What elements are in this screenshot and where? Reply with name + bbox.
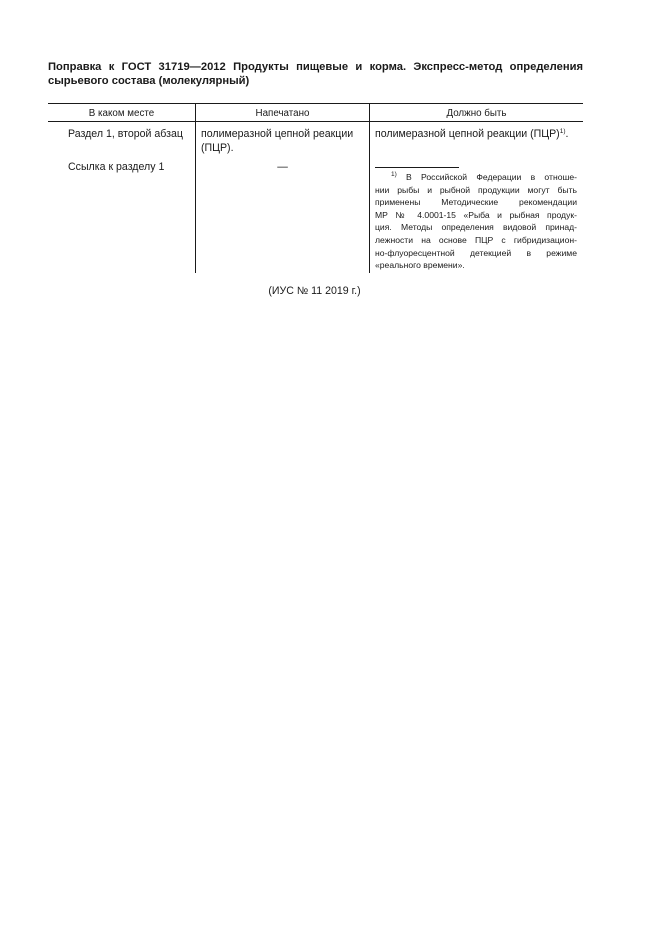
footnote-marker: 1) xyxy=(391,171,397,178)
column-divider-2 xyxy=(369,103,370,273)
page-title: Поправка к ГОСТ 31719—2012 Продукты пищевые и корма. Экспресс-метод определения сырьевого состава (молекулярный) xyxy=(48,61,583,87)
column-header-printed: Напечатано xyxy=(255,108,310,119)
table-header-rule xyxy=(48,121,583,122)
row-1-should-be-text: полимеразной цепной реакции (ПЦР) xyxy=(375,128,560,140)
issue-note: (ИУС № 11 2019 г.) xyxy=(268,285,361,297)
footnote xyxy=(375,171,577,272)
footnote-line: «реального времени». xyxy=(375,260,465,271)
footnote-reference: 1) xyxy=(559,128,566,135)
table-top-rule xyxy=(48,103,583,104)
column-header-where: В каком месте xyxy=(88,108,155,119)
row-1-printed xyxy=(201,127,367,155)
footnote-separator xyxy=(375,167,459,168)
row-1-where: Раздел 1, второй абзац xyxy=(68,128,183,140)
row-1-printed-line-1: полимеразной цепной реакции xyxy=(201,128,354,140)
footnote-line: нии рыбы и рыбной продукции могут быть xyxy=(375,184,577,195)
correction-table xyxy=(48,103,583,273)
row-1-printed-line-2: (ПЦР). xyxy=(201,142,234,154)
footnote-line: МР № 4.0001-15 «Рыба и рыбная продук- xyxy=(375,209,577,220)
row-2-printed: — xyxy=(277,161,288,173)
column-divider-1 xyxy=(195,103,196,273)
row-2-where: Ссылка к разделу 1 xyxy=(68,161,165,173)
column-header-should-be: Должно быть xyxy=(446,108,507,119)
footnote-line: но-флуоресцентной детекцией в режиме xyxy=(375,247,577,258)
footnote-line: ция. Методы определения видовой принад- xyxy=(375,222,577,233)
footnote-line: лежности на основе ПЦР с гибридизацион- xyxy=(375,234,577,245)
row-1-should-be xyxy=(375,127,583,141)
row-1-should-be-end: . xyxy=(565,128,569,140)
footnote-line: $^{1)}$ В Российской Федерации в отноше- xyxy=(391,171,578,182)
footnote-line: применены Методические рекомендации xyxy=(375,197,577,208)
